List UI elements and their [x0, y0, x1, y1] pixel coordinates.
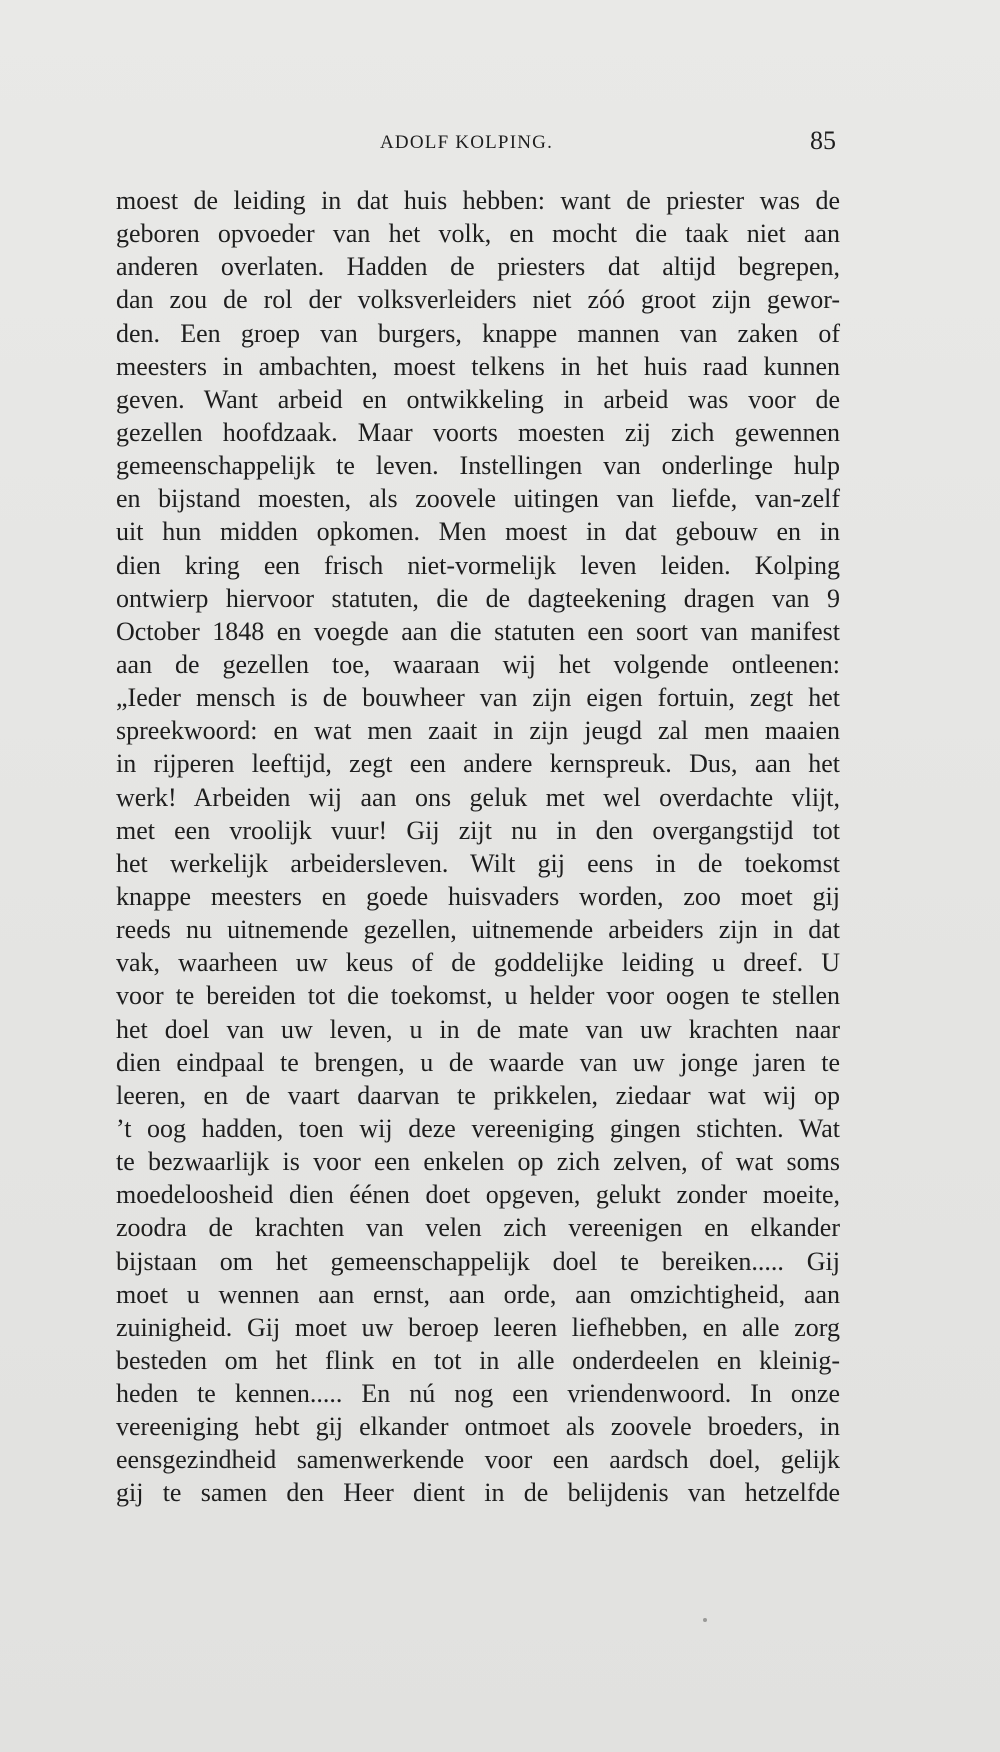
- text-line: dien eindpaal te brengen, u de waarde van uw jonge jaren te: [116, 1047, 840, 1077]
- body-text: [116, 184, 840, 1510]
- text-line: spreekwoord: en wat men zaait in zijn jeugd zal men maaien: [116, 716, 840, 746]
- text-line: besteden om het flink en tot in alle onderdeelen en kleinig-: [116, 1345, 840, 1375]
- text-line: moedeloosheid dien éénen doet opgeven, gelukt zonder moeite,: [116, 1180, 840, 1210]
- text-line: meesters in ambachten, moest telkens in het huis raad kunnen: [116, 351, 840, 381]
- text-line: vak, waarheen uw keus of de goddelijke leiding u dreef. U: [116, 948, 840, 978]
- text-line: „Ieder mensch is de bouwheer van zijn eigen fortuin, zegt het: [116, 683, 840, 713]
- text-line: anderen overlaten. Hadden de priesters dat altijd begrepen,: [116, 252, 840, 282]
- text-line: gezellen hoofdzaak. Maar voorts moesten zij zich gewennen: [116, 417, 840, 447]
- text-line: bijstaan om het gemeenschappelijk doel te bereiken..... Gij: [116, 1246, 840, 1276]
- text-line: te bezwaarlijk is voor een enkelen op zich zelven, of wat soms: [116, 1147, 840, 1177]
- text-line: zoodra de krachten van velen zich vereenigen en elkander: [116, 1213, 840, 1243]
- text-line: reeds nu uitnemende gezellen, uitnemende arbeiders zijn in dat: [116, 915, 840, 945]
- text-line: en bijstand moesten, als zoovele uitingen van liefde, van-zelf: [116, 484, 840, 514]
- text-line: ontwierp hiervoor statuten, die de dagteekening dragen van 9: [116, 583, 840, 613]
- paper-speck: [703, 1618, 707, 1622]
- text-line: het doel van uw leven, u in de mate van uw krachten naar: [116, 1014, 840, 1044]
- text-line: aan de gezellen toe, waaraan wij het volgende ontleenen:: [116, 649, 840, 679]
- text-line: werk! Arbeiden wij aan ons geluk met wel overdachte vlijt,: [116, 782, 840, 812]
- page-number: 85: [810, 126, 836, 155]
- text-line: in rijperen leeftijd, zegt een andere kernspreuk. Dus, aan het: [116, 749, 840, 779]
- text-line: dan zou de rol der volksverleiders niet zóó groot zijn gewor-: [116, 285, 840, 315]
- text-line: met een vroolijk vuur! Gij zijt nu in den overgangstijd tot: [116, 815, 840, 845]
- running-header: [116, 128, 836, 158]
- text-line: heden te kennen..... En nú nog een vriendenwoord. In onze: [116, 1379, 840, 1409]
- text-line: vereeniging hebt gij elkander ontmoet als zoovele broeders, in: [116, 1412, 840, 1442]
- text-line: leeren, en de vaart daarvan te prikkelen, ziedaar wat wij op: [116, 1080, 840, 1110]
- text-line: moest de leiding in dat huis hebben: want de priester was de: [116, 186, 840, 215]
- text-line: moet u wennen aan ernst, aan orde, aan omzichtigheid, aan: [116, 1279, 840, 1309]
- text-line: dien kring een frisch niet-vormelijk leven leiden. Kolping: [116, 550, 840, 580]
- text-line: October 1848 en voegde aan die statuten een soort van manifest: [116, 616, 840, 646]
- text-line: ’t oog hadden, toen wij deze vereeniging gingen stichten. Wat: [116, 1113, 840, 1143]
- text-line: uit hun midden opkomen. Men moest in dat gebouw en in: [116, 517, 840, 547]
- text-line: het werkelijk arbeidersleven. Wilt gij eens in de toekomst: [116, 848, 840, 878]
- text-line: den. Een groep van burgers, knappe mannen van zaken of: [116, 318, 840, 348]
- text-line: gij te samen den Heer dient in de belijdenis van hetzelfde: [116, 1478, 840, 1508]
- text-line: voor te bereiden tot die toekomst, u helder voor oogen te stellen: [116, 981, 840, 1011]
- text-line: eensgezindheid samenwerkende voor een aardsch doel, gelijk: [116, 1445, 840, 1475]
- text-line: knappe meesters en goede huisvaders worden, zoo moet gij: [116, 881, 840, 911]
- text-line: geboren opvoeder van het volk, en mocht die taak niet aan: [116, 219, 840, 249]
- running-title: ADOLF KOLPING.: [380, 132, 554, 153]
- text-line: gemeenschappelijk te leven. Instellingen van onderlinge hulp: [116, 451, 840, 481]
- text-line: zuinigheid. Gij moet uw beroep leeren liefhebben, en alle zorg: [116, 1312, 840, 1342]
- text-line: geven. Want arbeid en ontwikkeling in arbeid was voor de: [116, 384, 840, 414]
